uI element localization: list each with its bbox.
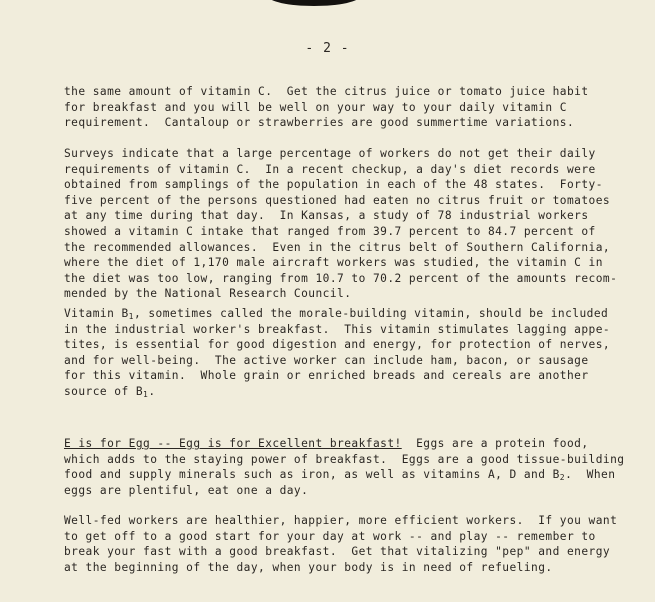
ink-blot xyxy=(268,0,360,6)
text-line: showed a vitamin C intake that ranged from 39.7 percent to 84.7 percent of xyxy=(64,224,596,238)
subscript: 1 xyxy=(143,389,149,399)
text-segment: food and supply minerals such as iron, as well as vitamins A, D and B xyxy=(64,468,560,482)
text-line: five percent of the persons questioned had eaten no citrus fruit or tomatoes xyxy=(64,193,611,207)
paragraph-eggs xyxy=(64,436,644,498)
subscript: 2 xyxy=(559,473,566,483)
text-segment: . When xyxy=(565,468,616,482)
text-line: for this vitamin. Whole grain or enriched breads and cereals are another xyxy=(64,369,589,383)
text-segment: Eggs are a protein food, xyxy=(401,437,589,450)
text-line xyxy=(64,467,644,483)
text-line: where the diet of 1,170 male aircraft workers was studied, the vitamin C in xyxy=(64,256,603,270)
text-line: the same amount of vitamin C. Get the citrus juice or tomato juice habit xyxy=(64,85,589,98)
text-line: and for well-being. The active worker can include ham, bacon, or sausage xyxy=(64,353,589,367)
text-line: to get off to a good start for your day at work -- and play -- remember to xyxy=(64,529,596,543)
subscript: 1 xyxy=(128,312,134,321)
text-line: eggs are plentiful, eat one a day. xyxy=(64,483,309,497)
text-line: mended by the National Research Council. xyxy=(64,287,352,301)
page-number: - 2 - xyxy=(305,41,350,56)
text-line: in the industrial worker's breakfast. This vitamin stimulates lagging appe- xyxy=(64,322,611,336)
text-segment: Vitamin B xyxy=(64,307,129,320)
text-line: which adds to the staying power of breakfast. Eggs are a good tissue-building xyxy=(64,452,625,466)
text-line: Surveys indicate that a large percentage of workers do not get their daily xyxy=(64,147,596,160)
text-line xyxy=(64,384,644,400)
text-line: Well-fed workers are healthier, happier, more efficient workers. If you want xyxy=(64,514,618,527)
text-line: break your fast with a good breakfast. Get that vitalizing "pep" and energy xyxy=(64,545,611,559)
text-line xyxy=(64,436,644,452)
text-line: for breakfast and you will be well on your way to your daily vitamin C xyxy=(64,100,567,114)
underlined-heading: E is for Egg -- Egg is for Excellent breakfast! xyxy=(64,437,402,450)
paragraph-surveys xyxy=(64,146,644,302)
text-segment: , sometimes called the morale-building vitamin, should be included xyxy=(133,307,609,320)
text-line: requirement. Cantaloup or strawberries are good summertime variations. xyxy=(64,116,575,130)
text-line: tites, is essential for good digestion and energy, for protection of nerves, xyxy=(64,338,611,352)
text-segment: source of B xyxy=(64,384,144,398)
text-line: at the beginning of the day, when your body is in need of refueling. xyxy=(64,560,553,574)
text-line: the recommended allowances. Even in the citrus belt of Southern California, xyxy=(64,240,611,254)
text-line: requirements of vitamin C. In a recent checkup, a day's diet records were xyxy=(64,162,596,176)
text-line: obtained from samplings of the population in each of the 48 states. Forty- xyxy=(64,178,603,192)
paragraph-vitamin-b1 xyxy=(64,306,644,400)
paragraph-well-fed-workers xyxy=(64,513,644,575)
text-line: the diet was too low, ranging from 10.7 to 70.2 percent of the amounts recom- xyxy=(64,271,618,285)
text-line: at any time during that day. In Kansas, a study of 78 industrial workers xyxy=(64,209,589,223)
text-segment: . xyxy=(148,384,156,398)
text-line xyxy=(64,306,644,322)
paragraph-vitamin-c-habit xyxy=(64,84,644,131)
